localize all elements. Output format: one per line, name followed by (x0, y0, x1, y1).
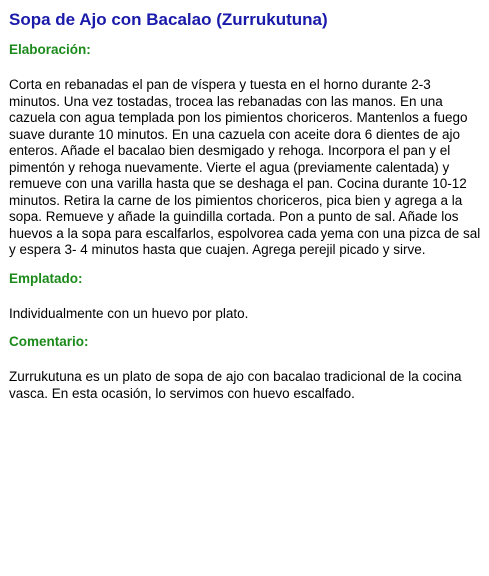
section-heading-emplatado: Emplatado: (9, 270, 83, 286)
section-elaboracion (9, 41, 481, 259)
section-heading-comentario: Comentario: (9, 334, 89, 349)
section-comentario (9, 333, 481, 402)
section-emplatado (9, 270, 481, 323)
section-body-comentario: Zurrukutuna es un plato de sopa de ajo con bacalao tradicional de la cocina vasca. En esta ocasión, lo servimos con huevo escalfado. (9, 369, 462, 401)
page-title: Sopa de Ajo con Bacalao (Zurrukutuna) (9, 10, 328, 29)
section-body-emplatado: Individualmente con un huevo por plato. (9, 305, 249, 321)
section-heading-elaboracion: Elaboración: (9, 42, 91, 57)
section-body-elaboracion: Corta en rebanadas el pan de víspera y tuesta en el horno durante 2-3 minutos. Una vez tostadas, trocea las rebanadas con las manos. En una cazuela con agua templada pon los pimientos choriceros. Mantenlos a fuego suave durante 10 minutos. En una cazuela con aceite dora 6 dientes de ajo enteros. Añade el bacalao bien desmigado y rehoga. Incorpora el pan y el pimentón y rehoga nuevamente. Vierte el agua (previamente calentada) y remueve con una varilla hasta que se deshaga el pan. Cocina durante 10-12 minutos. Retira la carne de los pimientos choriceros, pica bien y agrega a la sopa. Remueve y añade la guindilla cortada. Pon a punto de sal. Añade los huevos a la sopa para escalfarlos, espolvorea cada yema con una pizca de sal y espera 3- 4 minutos hasta que cuajen. Agrega perejil picado y sirve. (9, 77, 481, 257)
